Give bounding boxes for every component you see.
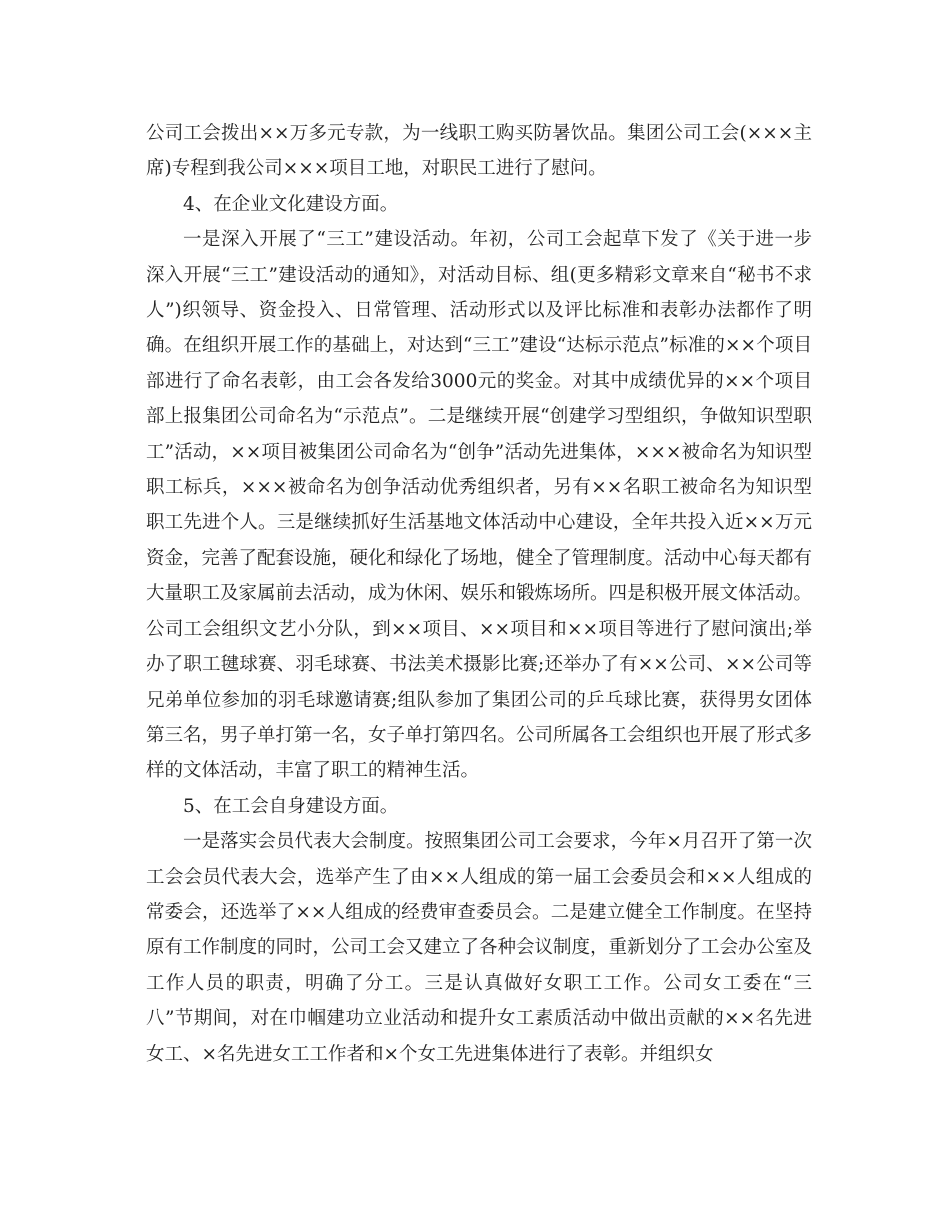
heading-corporate-culture: 4、在企业文化建设方面。 xyxy=(183,193,399,215)
document-body xyxy=(146,116,812,1072)
paragraph-union-funds: 公司工会拨出××万多元专款，为一线职工购买防暑饮品。集团公司工会(×××主席)专程到我公司×××项目工地，对职民工进行了慰问。 xyxy=(146,123,812,180)
heading-union-self-building: 5、在工会自身建设方面。 xyxy=(183,795,399,817)
paragraph-union-self-building: 一是落实会员代表大会制度。按照集团公司工会要求，今年×月召开了第一次工会会员代表大会，选举产生了由××人组成的第一届工会委员会和××人组成的常委会，还选举了××人组成的经费审查委员会。二是建立健全工作制度。在坚持原有工作制度的同时，公司工会又建立了各种会议制度，重新划分了工会办公室及工作人员的职责，明确了分工。三是认真做好女职工工作。公司女工委在“三八”节期间，对在巾帼建功立业活动和提升女工素质活动中做出贡献的××名先进女工、×名先进女工工作者和×个女工先进集体进行了表彰。并组织女 xyxy=(146,831,813,1065)
paragraph-corporate-culture: 一是深入开展了“三工”建设活动。年初，公司工会起草下发了《关于进一步深入开展“三工”建设活动的通知》，对活动目标、组(更多精彩文章来自“秘书不求人”)织领导、资金投入、日常管理、活动形式以及评比标准和表彰办法都作了明确。在组织开展工作的基础上，对达到“三工”建设“达标示范点”标准的××个项目部进行了命名表彰，由工会各发给3000元的奖金。对其中成绩优异的××个项目部上报集团公司命名为“示范点”。二是继续开展“创建学习型组织，争做知识型职工”活动，××项目被集团公司命名为“创争”活动先进集体，×××被命名为知识型职工标兵，×××被命名为创争活动优秀组织者，另有××名职工被命名为知识型职工先进个人。三是继续抓好生活基地文体活动中心建设，全年共投入近××万元资金，完善了配套设施，硬化和绿化了场地，健全了管理制度。活动中心每天都有大量职工及家属前去活动，成为休闲、娱乐和锻炼场所。四是积极开展文体活动。公司工会组织文艺小分队，到××项目、××项目和××项目等进行了慰问演出;举办了职工毽球赛、羽毛球赛、书法美术摄影比赛;还举办了有××公司、××公司等兄弟单位参加的羽毛球邀请赛;组队参加了集团公司的乒乓球比赛，获得男女团体第三名，男子单打第一名，女子单打第四名。公司所属各工会组织也开展了形式多样的文体活动，丰富了职工的精神生活。 xyxy=(146,229,813,782)
